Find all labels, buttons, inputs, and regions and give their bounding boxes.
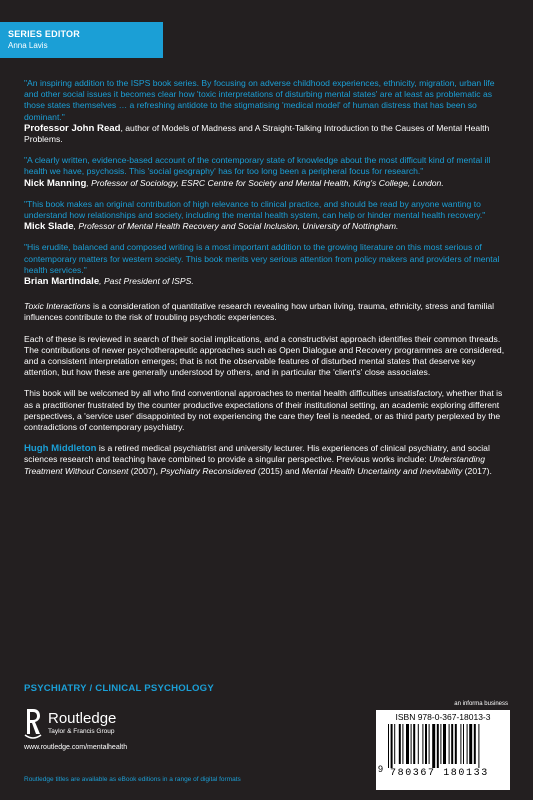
author-bio-text: (2015) and (255, 465, 302, 476)
barcode-bar (440, 724, 441, 764)
isbn-text: ISBN 978-0-367-18013-3 (395, 712, 491, 722)
series-editor-name: Anna Lavis (8, 41, 48, 50)
endorser-role: , Professor of Mental Health Recovery and Social Inclusion, University of Nottingham. (73, 221, 399, 232)
barcode-bar (406, 724, 409, 764)
author-bio (24, 443, 511, 477)
barcode-bar (437, 724, 439, 768)
endorsement-text: "An inspiring addition to the ISPS book series. By focusing on adverse childhood experiences, ethnicity, migration, urban life and other social issues it becomes clear how 'toxic interpretations of disturbing mental states' are at least as problematic as those states themselves … a refreshing antidote to the stigmatising 'medical model' of human distress that has been so dominant." (24, 78, 495, 122)
back-cover-content (24, 78, 511, 487)
endorsement-attribution (24, 221, 511, 232)
endorsement-attribution (24, 276, 511, 287)
endorsement (24, 155, 511, 189)
series-editor-box (0, 22, 163, 58)
isbn-barcode (376, 710, 510, 790)
endorsement (24, 78, 511, 145)
series-editor-title: SERIES EDITOR (8, 29, 80, 39)
endorsement-text: "His erudite, balanced and composed writing is a most important addition to the growing literature on this most serious of contemporary matters for western society. This book merits very serious attention from policy makers and providers of mental health services." (24, 242, 500, 275)
description-text: is a consideration of quantitative research revealing how urban living, trauma, ethnicity, stress and familial influences contribute to the risk of troubling psychotic experiences. (24, 301, 495, 323)
endorser-role: , author of Models of Madness and A Straight-Talking Introduction to the Causes of Mental Health Problems. (24, 122, 490, 145)
barcode-bar (463, 724, 464, 764)
book-title-inline: Toxic Interactions (24, 301, 91, 312)
endorsement-attribution (24, 123, 511, 145)
endorser-name: Mick Slade (24, 221, 74, 233)
barcode-bar (443, 724, 446, 764)
barcode-bar (422, 724, 423, 764)
endorsement (24, 242, 511, 287)
barcode-bar (469, 724, 472, 764)
endorsement-text: "A clearly written, evidence-based account of the contemporary state of knowledge about the most difficult kind of mental ill health we have, psychosis. This 'social geography' has for too long been a peripheral focus for research." (24, 155, 491, 177)
endorser-name: Brian Martindale (24, 276, 100, 288)
endorser-role: , Professor of Sociology, ESRC Centre for Society and Mental Health, King's College, London. (86, 177, 444, 188)
author-work: Psychiatry Reconsidered (160, 465, 256, 476)
barcode-bar (455, 724, 457, 764)
ebook-note: Routledge titles are available as eBook editions in a range of digital formats (24, 776, 241, 783)
description-paragraph (24, 301, 511, 323)
publisher-tagline: Taylor & Francis Group (48, 728, 115, 735)
publisher-website: www.routledge.com/mentalhealth (24, 744, 128, 751)
description-paragraph: Each of these is reviewed in search of their social implications, and a constructivist approach identifies their common threads. The contributions of newer psychotherapeutic approaches such as Open Dialogue and Recovery programmes are considered, and a consistent interpretation emerges; that is not the observable features of disturbed mental states that deserve key attention, but how these are generally understood by others, and in particular the 'client's' close associates. (24, 333, 505, 378)
author-bio-text: (2007), (128, 465, 161, 476)
barcode-bar (413, 724, 415, 764)
endorser-name: Professor John Read (24, 122, 121, 134)
barcode-bar (411, 724, 412, 764)
informa-label: an informa business (454, 701, 508, 707)
barcode-number: 780367 180133 (390, 768, 489, 779)
barcode-bar (418, 724, 419, 764)
publisher-logo (24, 708, 194, 748)
barcode-bar (429, 724, 430, 764)
author-bio-text: (2017). (462, 465, 492, 476)
barcode-bar (474, 724, 476, 764)
barcode-bar (391, 724, 393, 768)
barcode-lead-digit: 9 (378, 764, 384, 774)
endorsement-attribution (24, 178, 511, 189)
author-name: Hugh Middleton (24, 443, 97, 455)
barcode-bar (399, 724, 401, 764)
barcode-bar (388, 724, 389, 768)
barcode-bar (451, 724, 453, 764)
barcode-bar (402, 724, 403, 764)
routledge-r-icon (24, 708, 42, 740)
barcode-bar (478, 724, 479, 768)
endorsement-text: "This book makes an original contribution of high relevance to clinical practice, and should be read by anyone wanting to understand how relationships and society, including the mental health system, can help or hinder mental health recovery." (24, 198, 486, 221)
endorser-role: , Past President of ISPS. (99, 276, 194, 287)
subject-category: PSYCHIATRY / CLINICAL PSYCHOLOGY (24, 683, 214, 694)
barcode-bar (460, 724, 461, 764)
description-paragraph: This book will be welcomed by all who find conventional approaches to mental health difficulties unsatisfactory, whether that is as a practitioner frustrated by the counter productive expectations of their institutional setting, an academic exploring different perspectives, a 'service user' disappointed by not experiencing the care they feel is needed, or as third party perplexed by the contradictions of contemporary psychiatry. (24, 388, 503, 433)
barcode-bar (394, 724, 395, 764)
barcode-bars (388, 724, 500, 768)
author-work: Mental Health Uncertainty and Inevitability (301, 465, 463, 476)
author-bio-text: is a retired medical psychiatrist and university lecturer. His experiences of clinical psychiatry, and social sciences research and teaching have combined to provide a singular perspective. Previous works include: (24, 443, 490, 465)
barcode-bar (425, 724, 427, 764)
endorsement (24, 199, 511, 233)
author-work: Understanding Treatment Without Consent (24, 454, 485, 476)
endorser-name: Nick Manning (24, 177, 87, 189)
publisher-name: Routledge (48, 710, 117, 727)
barcode-bar (432, 724, 435, 768)
barcode-bar (449, 724, 450, 764)
barcode-bar (467, 724, 468, 764)
